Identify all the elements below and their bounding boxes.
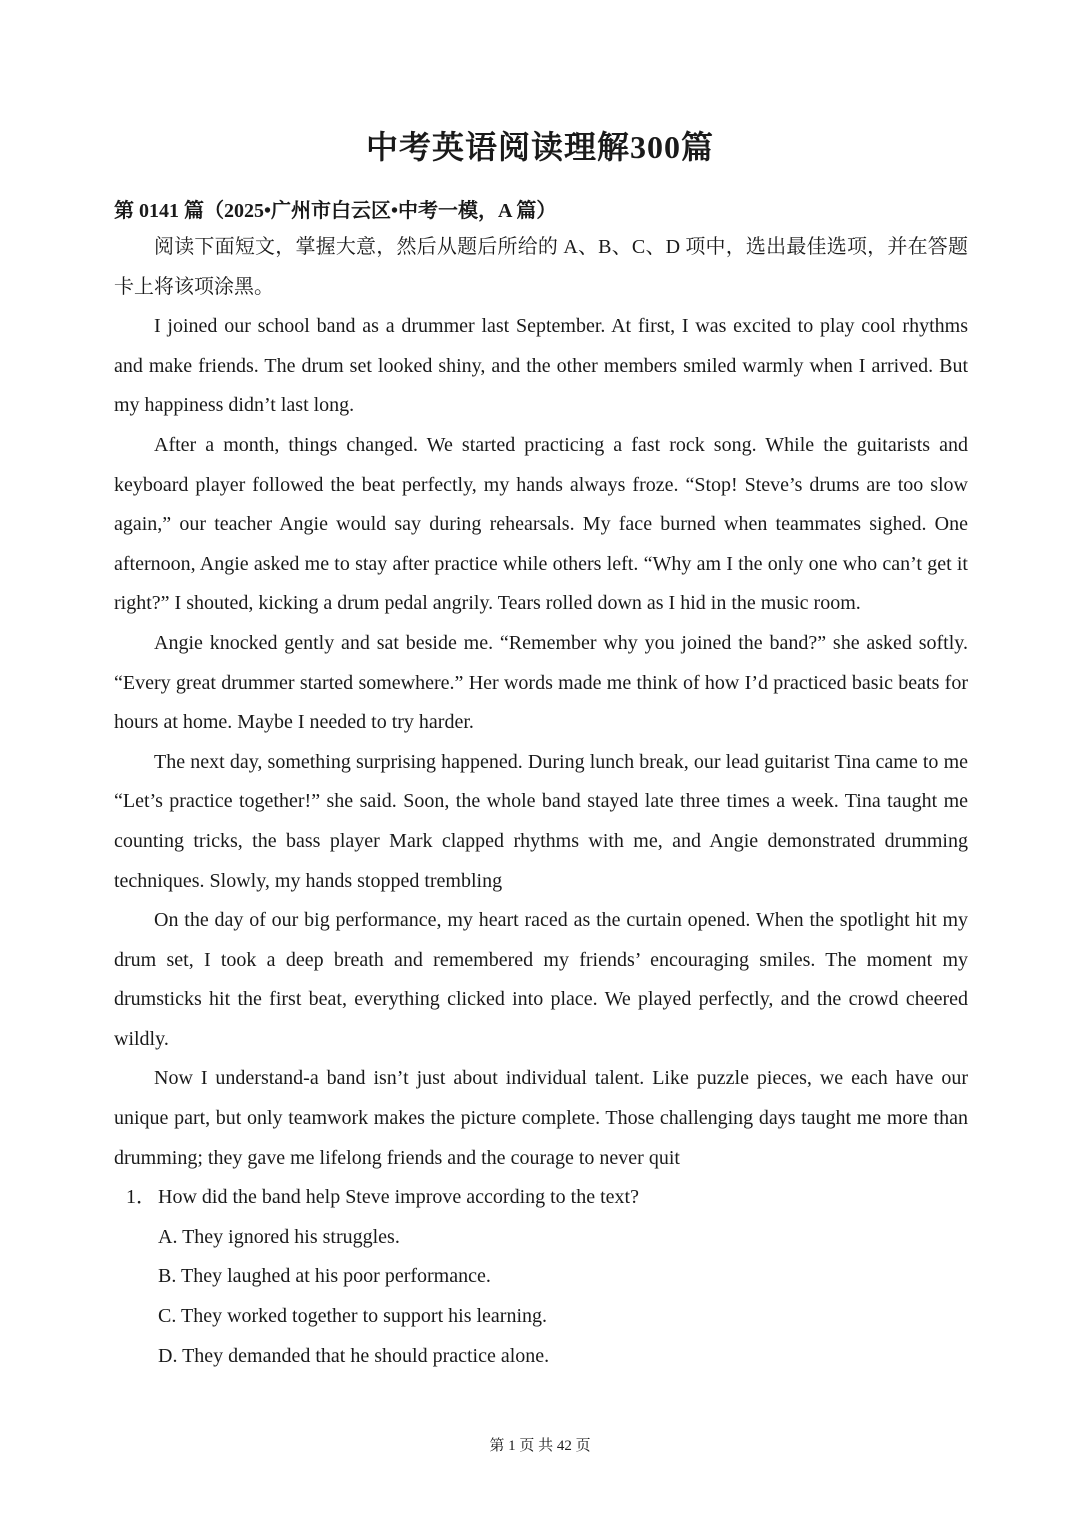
- question-1: [114, 1178, 968, 1218]
- instruction-paragraph: 阅读下面短文，掌握大意，然后从题后所给的 A、B、C、D 项中，选出最佳选项，并在答题卡上将该项涂黑。: [114, 236, 968, 298]
- passage-paragraph: After a month, things changed. We started practicing a fast rock song. While the guitarists and keyboard player followed the beat perfectly, my hands always froze. “Stop! Steve’s drums are too slow again,” our teacher Angie would say during rehearsals. My face burned when teammates sighed. One afternoon, Angie asked me to stay after practice while others left. “Why am I the only one who can’t get it right?” I shouted, kicking a drum pedal angrily. Tears rolled down as I hid in the music room.: [114, 433, 968, 615]
- option-c: C. They worked together to support his learning.: [158, 1305, 548, 1328]
- page-footer: 第 1 页 共 42 页: [489, 1438, 591, 1454]
- option-d: D. They demanded that he should practice alone.: [158, 1344, 550, 1367]
- passage-paragraph: The next day, something surprising happened. During lunch break, our lead guitarist Tina came to me “Let’s practice together!” she said. Soon, the whole band stayed late three times a week. Tina taught me counting tricks, the bass player Mark clapped rhythms with me, and Angie demonstrated drumming techniques. Slowly, my hands stopped trembling: [114, 750, 968, 892]
- document-title: 中考英语阅读理解300篇: [365, 129, 714, 165]
- passage-heading: 第 0141 篇（2025•广州市白云区•中考一模，A 篇）: [114, 200, 557, 222]
- passage-paragraph: On the day of our big performance, my heart raced as the curtain opened. When the spotlight hit my drum set, I took a deep breath and remembered my friends’ encouraging smiles. The moment my drumsticks hit the first beat, everything clicked into place. We played perfectly, and the crowd cheered wildly.: [114, 909, 968, 1050]
- option-b: B. They laughed at his poor performance.: [158, 1265, 491, 1288]
- passage-paragraph: I joined our school band as a drummer last September. At first, I was excited to play cool rhythms and make friends. The drum set looked shiny, and the other members smiled warmly when I arrived. But my happiness didn’t last long.: [114, 315, 968, 417]
- option-a: A. They ignored his struggles.: [158, 1225, 400, 1248]
- passage-paragraph: Angie knocked gently and sat beside me. “Remember why you joined the band?” she asked softly. “Every great drummer started somewhere.” Her words made me think of how I’d practiced basic beats for hours at home. Maybe I needed to try harder.: [114, 631, 968, 734]
- question-number: 1．: [126, 1186, 156, 1209]
- passage-paragraph: Now I understand-a band isn’t just about individual talent. Like puzzle pieces, we each have our unique part, but only teamwork makes the picture complete. Those challenging days taught me more than drumming; they gave me lifelong friends and the courage to never quit: [114, 1067, 968, 1169]
- question-text: How did the band help Steve improve according to the text?: [158, 1186, 639, 1209]
- passage-body: [114, 228, 968, 1376]
